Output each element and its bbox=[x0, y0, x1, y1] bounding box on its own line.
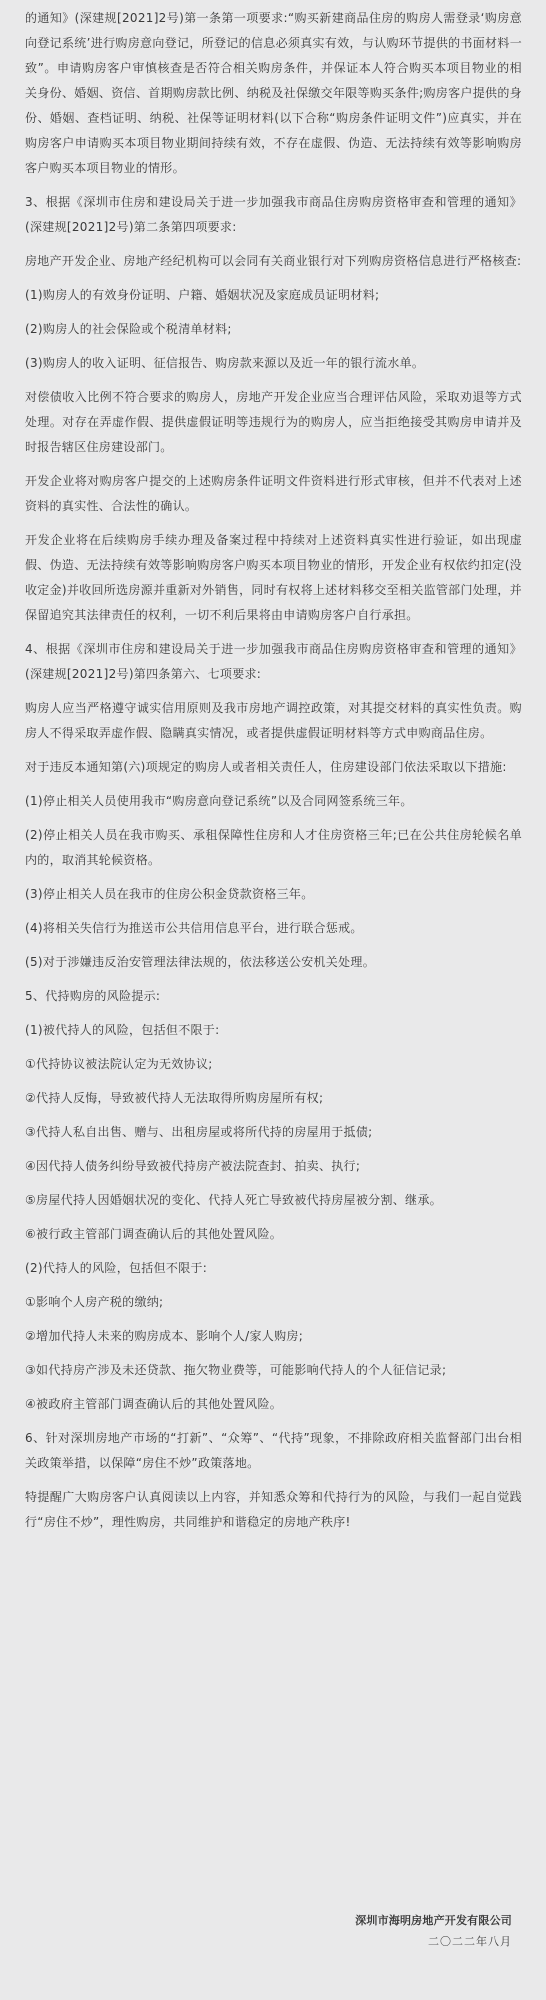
notice-paragraph: (2)购房人的社会保险或个税清单材料; bbox=[25, 322, 232, 336]
notice-paragraph: (5)对于涉嫌违反治安管理法律法规的，依法移送公安机关处理。 bbox=[25, 955, 376, 969]
notice-body bbox=[25, 6, 522, 1535]
notice-paragraph: ①代持协议被法院认定为无效协议; bbox=[25, 1057, 213, 1071]
signature-date: 二〇二二年八月 bbox=[428, 1935, 512, 1948]
notice-paragraph: 对于违反本通知第(六)项规定的购房人或者相关责任人，住房建设部门依法采取以下措施: bbox=[25, 760, 507, 774]
notice-paragraph: (3)停止相关人员在我市的住房公积金贷款资格三年。 bbox=[25, 887, 314, 901]
notice-paragraph: ⑥被行政主管部门调查确认后的其他处置风险。 bbox=[25, 1227, 283, 1241]
notice-paragraph: 的通知》(深建规[2021]2号)第一条第一项要求:“购买新建商品住房的购房人需登录‘购房意向登记系统’进行购房意向登记，所登记的信息必须真实有效，与认购环节提供的书面材料一致”。申请购房客户审慎核查是否符合相关购房条件，并保证本人符合购买本项目物业的相关身份、婚姻、资信、首期购房款比例、纳税及社保缴交年限等购买条件;购房客户提供的身份、婚姻、查档证明、纳税、社保等证明材料(以下合称“购房条件证明文件”)应真实，并在购房客户申请购买本项目物业期间持续有效，不存在虚假、伪造、无法持续有效等影响购房客户购买本项目物业的情形。 bbox=[25, 11, 522, 175]
notice-paragraph: (2)代持人的风险，包括但不限于: bbox=[25, 1261, 208, 1275]
notice-paragraph: ③代持人私自出售、赠与、出租房屋或将所代持的房屋用于抵债; bbox=[25, 1125, 373, 1139]
notice-paragraph: (3)购房人的收入证明、征信报告、购房款来源以及近一年的银行流水单。 bbox=[25, 356, 425, 370]
notice-paragraph: 4、根据《深圳市住房和建设局关于进一步加强我市商品住房购房资格审查和管理的通知》(深建规[2021]2号)第四条第六、七项要求: bbox=[25, 642, 522, 681]
notice-paragraph: ③如代持房产涉及未还贷款、拖欠物业费等，可能影响代持人的个人征信记录; bbox=[25, 1363, 447, 1377]
notice-paragraph: 开发企业将对购房客户提交的上述购房条件证明文件资料进行形式审核，但并不代表对上述资料的真实性、合法性的确认。 bbox=[25, 474, 522, 513]
signature-block bbox=[355, 1910, 512, 1952]
notice-paragraph: 对偿债收入比例不符合要求的购房人，房地产开发企业应当合理评估风险，采取劝退等方式处理。对存在弄虚作假、提供虚假证明等违规行为的购房人，应当拒绝接受其购房申请并及时报告辖区住房建设部门。 bbox=[25, 390, 522, 454]
notice-paragraph: (1)停止相关人员使用我市“购房意向登记系统”以及合同网签系统三年。 bbox=[25, 794, 413, 808]
signature-company: 深圳市海明房地产开发有限公司 bbox=[355, 1914, 512, 1927]
notice-paragraph: (1)购房人的有效身份证明、户籍、婚姻状况及家庭成员证明材料; bbox=[25, 288, 380, 302]
notice-paragraph: (4)将相关失信行为推送市公共信用信息平台，进行联合惩戒。 bbox=[25, 921, 363, 935]
notice-paragraph: ①影响个人房产税的缴纳; bbox=[25, 1295, 164, 1309]
notice-paragraph: 5、代持购房的风险提示: bbox=[25, 989, 161, 1003]
notice-paragraph: 6、针对深圳房地产市场的“打新”、“众筹”、“代持”现象，不排除政府相关监督部门出台相关政策举措，以保障“房住不炒”政策落地。 bbox=[25, 1431, 522, 1470]
notice-paragraph: ④因代持人债务纠纷导致被代持房产被法院查封、拍卖、执行; bbox=[25, 1159, 361, 1173]
notice-paragraph: 购房人应当严格遵守诚实信用原则及我市房地产调控政策，对其提交材料的真实性负责。购房人不得采取弄虚作假、隐瞒真实情况，或者提供虚假证明材料等方式申购商品住房。 bbox=[25, 701, 522, 740]
notice-paragraph: (2)停止相关人员在我市购买、承租保障性住房和人才住房资格三年;已在公共住房轮候名单内的，取消其轮候资格。 bbox=[25, 828, 522, 867]
notice-paragraph: 房地产开发企业、房地产经纪机构可以会同有关商业银行对下列购房资格信息进行严格核查: bbox=[25, 254, 522, 268]
notice-paragraph: (1)被代持人的风险，包括但不限于: bbox=[25, 1023, 220, 1037]
notice-paragraph: ②代持人反悔，导致被代持人无法取得所购房屋所有权; bbox=[25, 1091, 324, 1105]
notice-paragraph: ④被政府主管部门调查确认后的其他处置风险。 bbox=[25, 1397, 283, 1411]
notice-paragraph: ②增加代持人未来的购房成本、影响个人/家人购房; bbox=[25, 1329, 304, 1343]
notice-paragraph: 3、根据《深圳市住房和建设局关于进一步加强我市商品住房购房资格审查和管理的通知》(深建规[2021]2号)第二条第四项要求: bbox=[25, 195, 522, 234]
notice-paragraph: ⑤房屋代持人因婚姻状况的变化、代持人死亡导致被代持房屋被分割、继承。 bbox=[25, 1193, 442, 1207]
notice-paragraph: 特提醒广大购房客户认真阅读以上内容，并知悉众筹和代持行为的风险，与我们一起自觉践行“房住不炒”，理性购房，共同维护和谐稳定的房地产秩序! bbox=[25, 1490, 522, 1529]
notice-paragraph: 开发企业将在后续购房手续办理及备案过程中持续对上述资料真实性进行验证，如出现虚假、伪造、无法持续有效等影响购房客户购买本项目物业的情形，开发企业有权依约扣定(没收定金)并收回所选房源并重新对外销售，同时有权将上述材料移交至相关监管部门处理，并保留追究其法律责任的权利，一切不利后果将由申请购房客户自行承担。 bbox=[25, 533, 522, 622]
